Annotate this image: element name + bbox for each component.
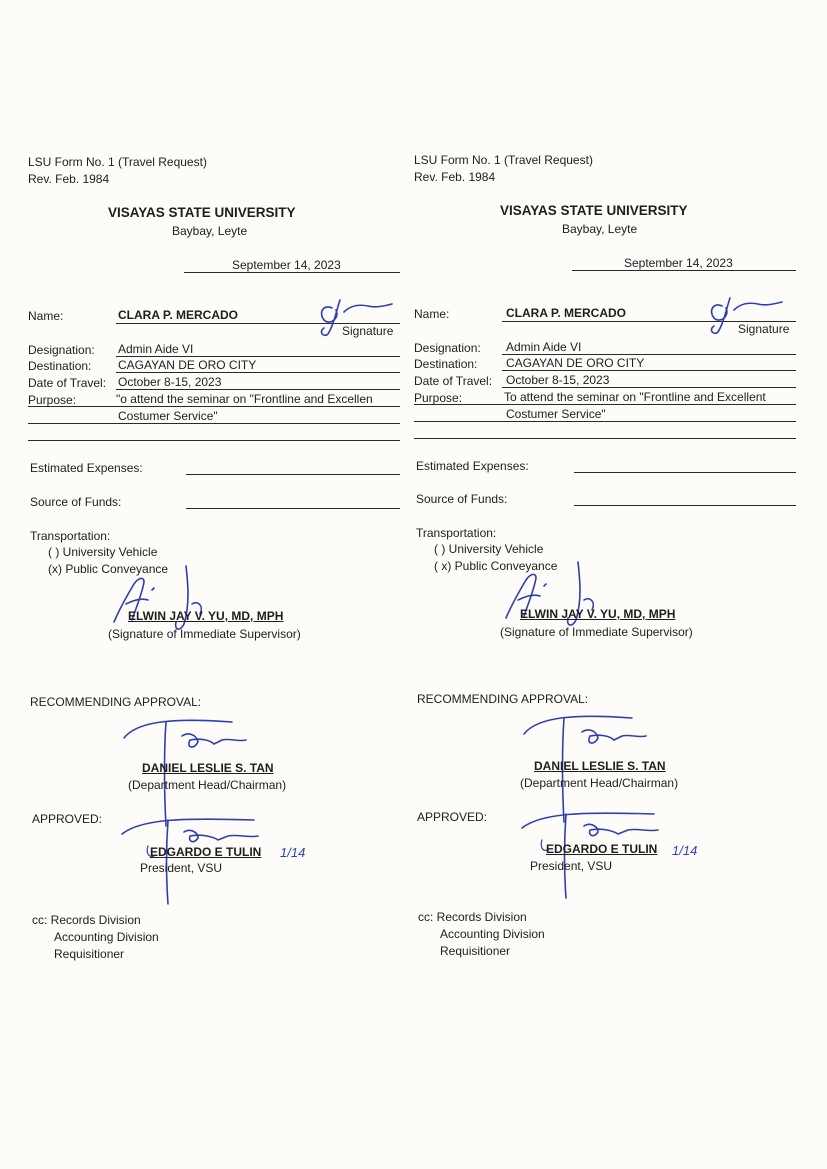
date-of-travel-value: October 8-15, 2023 xyxy=(118,375,222,389)
signature-caption: Signature xyxy=(342,324,394,338)
travel-request-form-left xyxy=(28,0,413,1000)
date-line xyxy=(572,270,796,271)
supervisor-caption: (Signature of Immediate Supervisor) xyxy=(108,627,301,641)
approved-label: APPROVED: xyxy=(417,810,488,824)
destination-label: Destination: xyxy=(414,357,478,371)
recommender-caption: (Department Head/Chairman) xyxy=(520,776,679,790)
option-public-conveyance: (x) Public Conveyance xyxy=(48,562,169,576)
destination-line xyxy=(116,372,400,373)
approved-label: APPROVED: xyxy=(32,812,103,826)
designation-label: Designation: xyxy=(28,343,95,357)
cc-accounting-division: Accounting Division xyxy=(54,930,159,944)
approver-caption: President, VSU xyxy=(140,861,223,875)
form-revision: Rev. Feb. 1984 xyxy=(28,172,110,186)
cc-records-division: cc: Records Division xyxy=(32,913,141,927)
approver-caption: President, VSU xyxy=(530,859,613,873)
designation-line xyxy=(116,356,400,357)
date-of-travel-label: Date of Travel: xyxy=(28,376,107,390)
estimated-expenses-label: Estimated Expenses: xyxy=(30,461,143,475)
university-location: Baybay, Leyte xyxy=(172,224,248,238)
purpose-line-2: Costumer Service" xyxy=(506,407,606,421)
destination-label: Destination: xyxy=(28,359,92,373)
name-value: CLARA P. MERCADO xyxy=(118,308,239,322)
handwritten-date: 1/14 xyxy=(280,845,306,860)
approver-name: EDGARDO E TULIN xyxy=(546,842,658,856)
transportation-label: Transportation: xyxy=(30,529,111,543)
name-label: Name: xyxy=(28,309,64,323)
source-of-funds-label: Source of Funds: xyxy=(30,495,122,509)
transportation-label: Transportation: xyxy=(416,526,497,540)
designation-value: Admin Aide VI xyxy=(118,342,194,356)
option-university-vehicle: ( ) University Vehicle xyxy=(48,545,158,559)
estimated-expenses-label: Estimated Expenses: xyxy=(416,459,529,473)
handwritten-date: 1/14 xyxy=(672,843,698,858)
purpose-line-2-rule xyxy=(414,421,796,422)
option-university-vehicle: ( ) University Vehicle xyxy=(434,542,544,556)
approver-signature-icon xyxy=(518,806,668,906)
designation-line xyxy=(502,354,796,355)
supervisor-caption: (Signature of Immediate Supervisor) xyxy=(500,625,693,639)
designation-label: Designation: xyxy=(414,341,481,355)
approver-name: EDGARDO E TULIN xyxy=(150,845,262,859)
purpose-line-3-rule xyxy=(28,440,400,441)
date-of-travel-line xyxy=(116,389,400,390)
signature-caption: Signature xyxy=(738,322,790,336)
purpose-line-2-rule xyxy=(28,423,400,424)
recommending-approval-label: RECOMMENDING APPROVAL: xyxy=(30,695,202,709)
purpose-label: Purpose: xyxy=(414,391,463,405)
purpose-label: Purpose: xyxy=(28,393,77,407)
university-title: VISAYAS STATE UNIVERSITY xyxy=(500,203,688,218)
university-title: VISAYAS STATE UNIVERSITY xyxy=(108,205,296,220)
cc-records-division: cc: Records Division xyxy=(418,910,527,924)
purpose-line-1-rule xyxy=(28,406,400,407)
name-label: Name: xyxy=(414,307,450,321)
destination-value: CAGAYAN DE ORO CITY xyxy=(506,356,645,370)
recommender-name: DANIEL LESLIE S. TAN xyxy=(534,759,666,773)
form-number: LSU Form No. 1 (Travel Request) xyxy=(414,153,593,167)
recommending-approval-label: RECOMMENDING APPROVAL: xyxy=(417,692,589,706)
date-line xyxy=(184,272,400,273)
source-of-funds-label: Source of Funds: xyxy=(416,492,508,506)
purpose-line-1-rule xyxy=(414,404,796,405)
cc-requisitioner: Requisitioner xyxy=(54,947,125,961)
date-of-travel-value: October 8-15, 2023 xyxy=(506,373,610,387)
form-revision: Rev. Feb. 1984 xyxy=(414,170,496,184)
request-date: September 14, 2023 xyxy=(624,256,733,270)
date-of-travel-label: Date of Travel: xyxy=(414,374,493,388)
university-location: Baybay, Leyte xyxy=(562,222,638,236)
cc-accounting-division: Accounting Division xyxy=(440,927,545,941)
destination-value: CAGAYAN DE ORO CITY xyxy=(118,358,257,372)
name-value: CLARA P. MERCADO xyxy=(506,306,627,320)
destination-line xyxy=(502,370,796,371)
source-of-funds-line xyxy=(574,505,796,506)
purpose-line-1: To attend the seminar on "Frontline and Excellent xyxy=(504,390,766,404)
recommender-name: DANIEL LESLIE S. TAN xyxy=(142,761,274,775)
source-of-funds-line xyxy=(186,508,400,509)
purpose-line-1: "o attend the seminar on "Frontline and Excellen xyxy=(116,392,373,406)
supervisor-name: ELWIN JAY V. YU, MD, MPH xyxy=(520,607,676,621)
request-date: September 14, 2023 xyxy=(232,258,341,272)
travel-request-form-right xyxy=(414,0,799,1000)
purpose-line-3-rule xyxy=(414,438,796,439)
supervisor-name: ELWIN JAY V. YU, MD, MPH xyxy=(128,609,284,623)
estimated-expenses-line xyxy=(186,474,400,475)
designation-value: Admin Aide VI xyxy=(506,340,582,354)
cc-requisitioner: Requisitioner xyxy=(440,944,511,958)
recommender-caption: (Department Head/Chairman) xyxy=(128,778,287,792)
date-of-travel-line xyxy=(502,387,796,388)
purpose-line-2: Costumer Service" xyxy=(118,409,218,423)
form-number: LSU Form No. 1 (Travel Request) xyxy=(28,155,207,169)
option-public-conveyance: ( x) Public Conveyance xyxy=(434,559,558,573)
estimated-expenses-line xyxy=(574,472,796,473)
